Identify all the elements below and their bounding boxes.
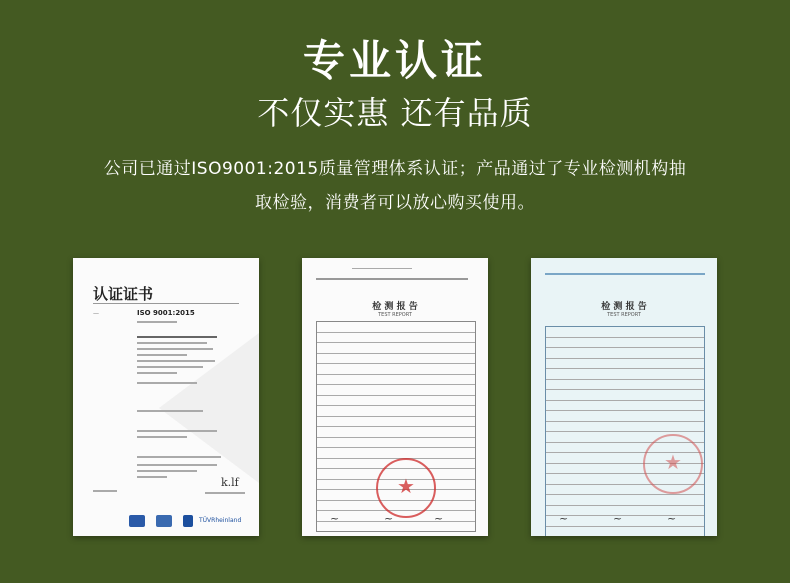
- signature: ~: [330, 512, 340, 525]
- official-stamp-icon: [376, 458, 436, 518]
- official-stamp-icon: [643, 434, 703, 494]
- section-subtitle: 不仅实惠 还有品质: [257, 94, 533, 132]
- section-title: 专业认证: [302, 36, 487, 85]
- text-line: [137, 464, 217, 466]
- signature: ~: [559, 512, 569, 525]
- text-line: [352, 268, 412, 269]
- description-line: 公司已通过ISO9001:2015质量管理体系认证；产品通过了专业检测机构抽: [103, 159, 687, 179]
- test-report-image: [531, 258, 717, 536]
- report-heading-en: TEST REPORT: [607, 312, 641, 318]
- text-line: [93, 490, 117, 492]
- text-line: [137, 342, 207, 344]
- text-line: [137, 360, 215, 362]
- text-line: [137, 430, 217, 432]
- report-heading: 检 测 报 告: [372, 302, 418, 312]
- signature: k.lf: [221, 476, 239, 489]
- text-line: [137, 336, 217, 338]
- tuv-logo-icon: [183, 515, 193, 527]
- text-line: [137, 354, 187, 356]
- certificate-brand: TÜVRheinland: [199, 517, 242, 524]
- signature: ~: [434, 512, 444, 525]
- iso-certificate-image: [73, 258, 259, 536]
- text-line: [137, 366, 203, 368]
- certificate-heading: 认证证书: [93, 285, 154, 303]
- test-report-image: [302, 258, 488, 536]
- text-line: [137, 372, 177, 374]
- signature: ~: [384, 512, 394, 525]
- text-line: [137, 476, 167, 478]
- text-line: [137, 436, 187, 438]
- signature: ~: [613, 512, 623, 525]
- description-line: 取检验，消费者可以放心购买使用。: [255, 193, 535, 213]
- report-heading-en: TEST REPORT: [378, 312, 412, 318]
- text-line: [137, 321, 177, 323]
- section-description: [60, 152, 730, 220]
- text-line: [545, 273, 705, 275]
- iaf-logo-icon: [129, 515, 145, 527]
- text-line: [316, 278, 468, 280]
- text-line: [137, 410, 203, 412]
- divider: [93, 303, 239, 304]
- text-line: [137, 382, 197, 384]
- text-line: [205, 492, 245, 494]
- text-line: [137, 456, 221, 458]
- certificate-standard: ISO 9001:2015: [137, 309, 195, 317]
- report-heading: 检 测 报 告: [601, 302, 647, 312]
- dakks-logo-icon: [156, 515, 172, 527]
- report-table: [545, 326, 705, 536]
- certificate-label: —: [93, 310, 99, 317]
- text-line: [137, 470, 197, 472]
- text-line: [137, 348, 213, 350]
- signature: ~: [667, 512, 677, 525]
